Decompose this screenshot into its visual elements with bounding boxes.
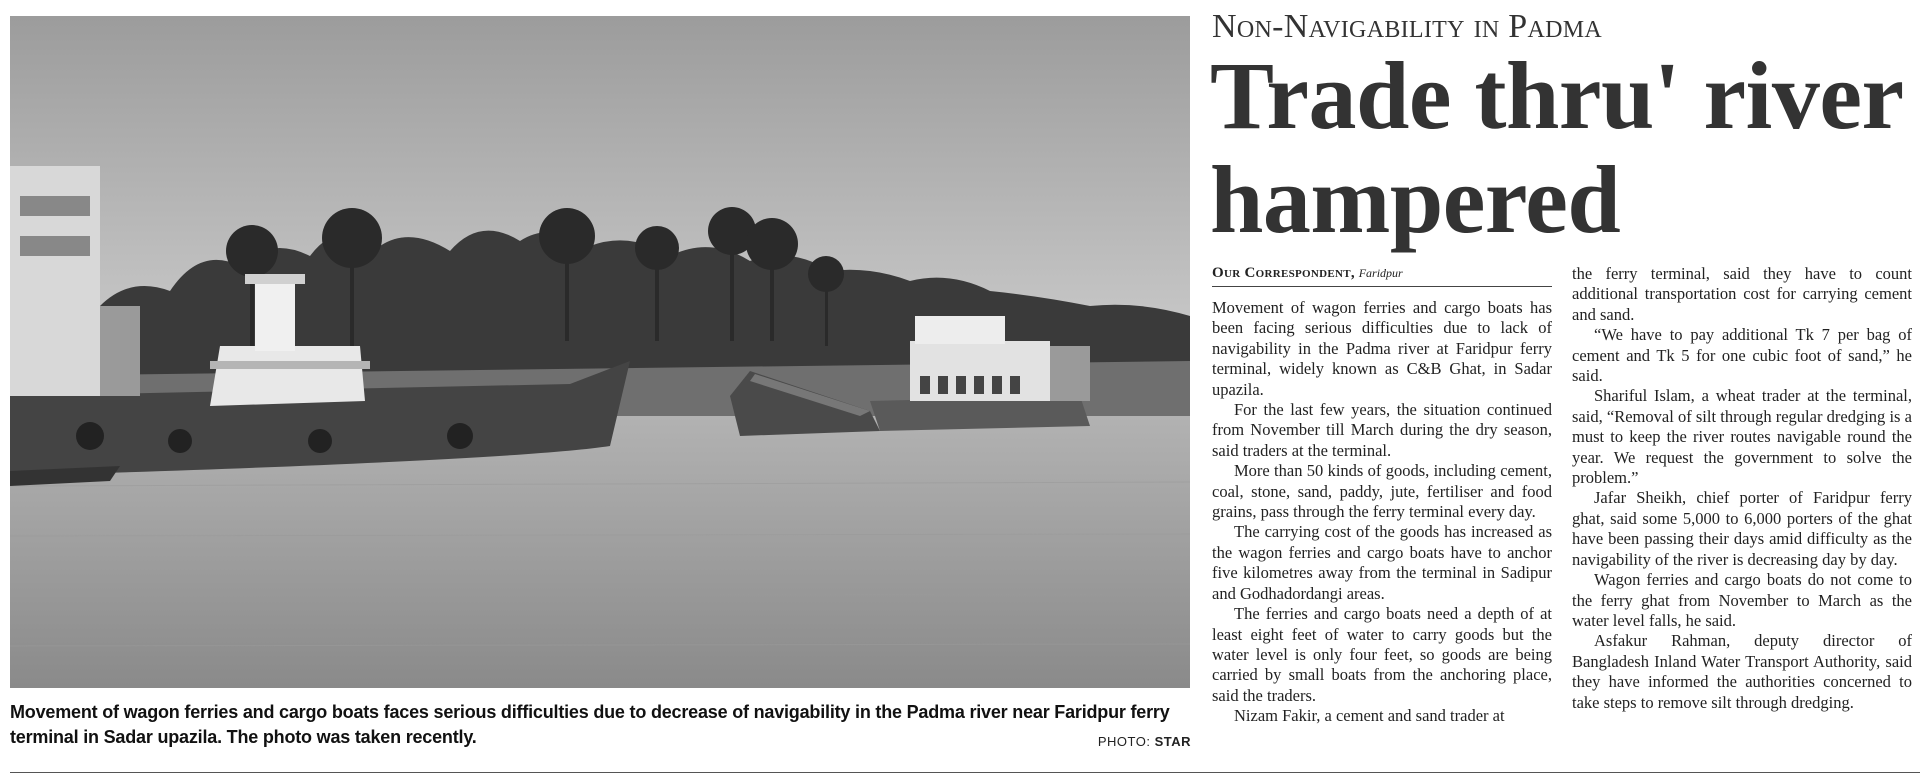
article-paragraph: Shariful Islam, a wheat trader at the terminal, said, “Removal of silt through regular dredging is a must to keep the river routes navigable round the year. We request the government to solve the problem.” <box>1572 386 1912 488</box>
article-paragraph: The carrying cost of the goods has increased as the wagon ferries and cargo boats have to anchor five kilometres away from the terminal in Sadipur and Godhadordangi areas. <box>1212 522 1552 603</box>
article-column-2 <box>1572 264 1912 762</box>
article-kicker: Non-Navigability in Padma <box>1212 8 1603 45</box>
photo-credit <box>1098 734 1191 749</box>
article-paragraph: More than 50 kinds of goods, including cement, coal, stone, sand, paddy, jute, fertiliser and food grains, pass through the ferry terminal every day. <box>1212 461 1552 522</box>
article-paragraph: Movement of wagon ferries and cargo boats has been facing serious difficulties due to lack of navigability in the Padma river at Faridpur ferry terminal, widely known as C&B Ghat, in Sadar upazila. <box>1212 298 1552 399</box>
bottom-rule <box>10 772 1920 773</box>
article-paragraph: The ferries and cargo boats need a depth of at least eight feet of water to carry goods but the water level is only four feet, so goods are being carried by small boats from the anchoring place, said the traders. <box>1212 604 1552 705</box>
article-paragraph: the ferry terminal, said they have to count additional transportation cost for carrying cement and sand. <box>1572 264 1912 324</box>
article-headline: Trade thru' river hampered <box>1210 42 1902 253</box>
news-photo <box>10 16 1190 688</box>
byline-name: Our Correspondent, <box>1212 265 1355 281</box>
photo-credit-label: PHOTO: <box>1097 734 1151 749</box>
article-column-1 <box>1212 298 1552 760</box>
article-paragraph: Asfakur Rahman, deputy director of Bangladesh Inland Water Transport Authority, said they have informed the authorities concerned to take steps to remove silt through dredging. <box>1572 631 1912 712</box>
byline-place: Faridpur <box>1358 266 1403 280</box>
photo-caption: Movement of wagon ferries and cargo boats faces serious difficulties due to decrease of navigability in the Padma river near Faridpur ferry terminal in Sadar upazila. The photo was taken recently. <box>10 702 1170 747</box>
article-paragraph: Nizam Fakir, a cement and sand trader at <box>1234 706 1505 726</box>
article-byline <box>1212 265 1552 287</box>
article-paragraph: For the last few years, the situation continued from November till March during the dry season, said traders at the terminal. <box>1212 400 1552 460</box>
river-ferries-photo <box>10 16 1190 688</box>
article-paragraph: Jafar Sheikh, chief porter of Faridpur ferry ghat, said some 5,000 to 6,000 porters of the ghat have been passing their days amid difficulty as the navigability of the river is decreasing day by day. <box>1572 488 1912 569</box>
photo-credit-name: STAR <box>1154 734 1191 749</box>
article-paragraph: Wagon ferries and cargo boats do not come to the ferry ghat from November to March as the water level falls, he said. <box>1572 570 1912 630</box>
article-paragraph: “We have to pay additional Tk 7 per bag of cement and Tk 5 for one cubic foot of sand,” he said. <box>1572 325 1912 386</box>
